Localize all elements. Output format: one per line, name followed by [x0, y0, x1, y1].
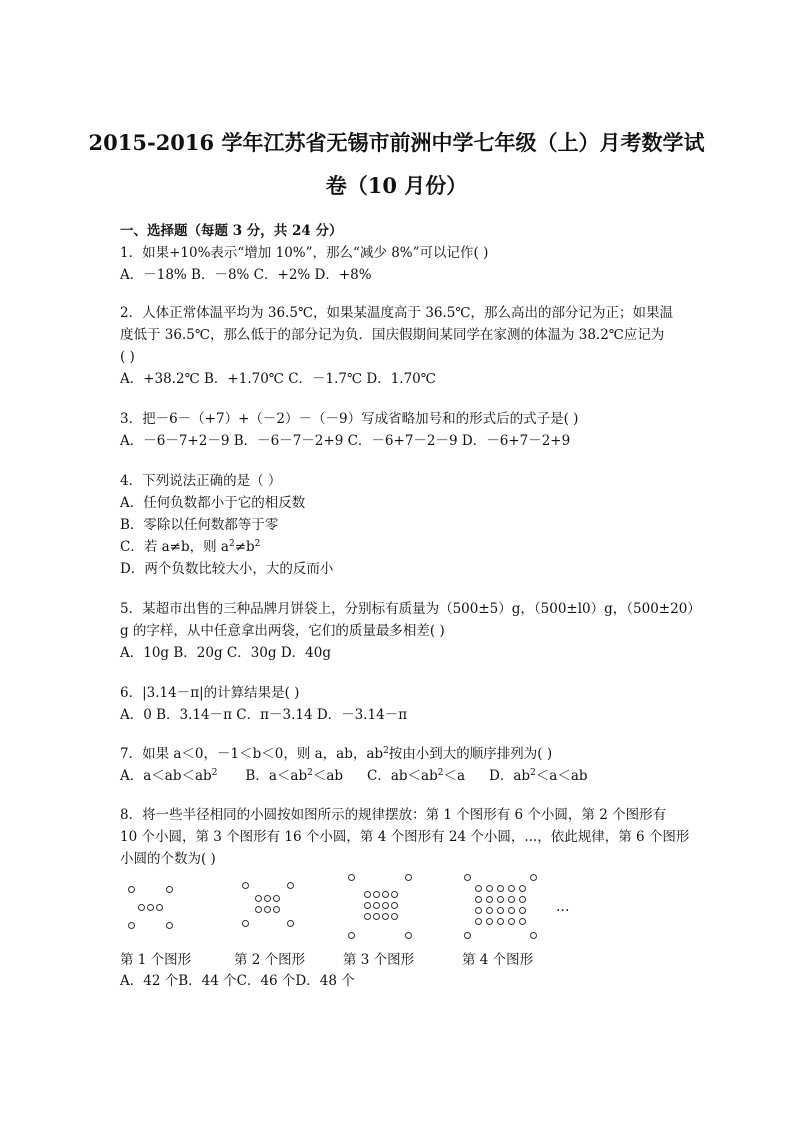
title-line-2: 卷（10 月份） — [325, 173, 468, 198]
figure-2-label: 第 2 个图形 — [234, 952, 306, 968]
small-circle — [486, 907, 493, 914]
small-circle — [373, 902, 380, 909]
small-circle — [508, 896, 515, 903]
small-circle — [475, 918, 482, 925]
small-circle — [464, 874, 471, 881]
small-circle — [348, 932, 355, 939]
small-circle — [508, 885, 515, 892]
figure-3-label: 第 3 个图形 — [343, 952, 415, 968]
small-circle — [405, 874, 412, 881]
small-circle — [475, 907, 482, 914]
q3-options: A．－6－7+2－9 B．－6－7－2+9 C．－6+7－2－9 D．－6+7－2+9 — [120, 433, 571, 449]
title-line-1: 2015-2016 学年江苏省无锡市前洲中学七年级（上）月考数学试 — [88, 130, 705, 155]
small-circle — [156, 904, 163, 911]
q1-stem: 1．如果+10%表示“增加 10%”，那么“减少 8%”可以记作( ) — [120, 245, 489, 261]
q4-option-a: A．任何负数都小于它的相反数 — [120, 495, 306, 511]
small-circle — [486, 896, 493, 903]
figure-ellipsis: … — [556, 899, 570, 915]
q1-options: A．－18% B．－8% C．+2% D．+8% — [120, 267, 372, 283]
q2-stem-1: 2．人体正常体温平均为 36.5℃，如果某温度高于 36.5℃，那么高出的部分记为正；如果温 — [120, 305, 673, 321]
q7-stem: 7．如果 a＜0，－1＜b＜0，则 a，ab，$ab^2$按由小到大的顺序排列为( ) — [120, 746, 553, 762]
small-circle — [264, 895, 271, 902]
q7-options: A．$a<ab<ab^2$ B．$a<ab^2<ab$ C．$ab<ab^2<a$ D．$ab^2<a<ab$ — [120, 768, 588, 784]
small-circle — [464, 932, 471, 939]
small-circle — [497, 907, 504, 914]
figure-1-label: 第 1 个图形 — [120, 952, 192, 968]
figure-1 — [128, 886, 178, 934]
q2-stem-3: ( ) — [120, 349, 135, 365]
q4-option-c: C．若 a≠b，则 $a^2\ne b^2$ — [120, 539, 261, 555]
q2-stem-2: 度低于 36.5℃，那么低于的部分记为负．国庆假期间某同学在家测的体温为 38.2℃应记为 — [120, 327, 665, 343]
small-circle — [138, 904, 145, 911]
q4-option-b: B．零除以任何数都等于零 — [120, 517, 279, 533]
small-circle — [519, 896, 526, 903]
small-circle — [391, 913, 398, 920]
small-circle — [382, 891, 389, 898]
section-heading: 一、选择题（每题 3 分，共 24 分） — [120, 223, 343, 239]
q6-options: A．0 B．3.14－π C．π－3.14 D．－3.14－π — [120, 707, 408, 723]
small-circle — [364, 902, 371, 909]
small-circle — [508, 907, 515, 914]
small-circle — [128, 922, 135, 929]
small-circle — [508, 918, 515, 925]
small-circle — [287, 920, 294, 927]
figure-4 — [464, 874, 544, 944]
q5-options: A．10g B．20g C．30g D．40g — [120, 645, 331, 661]
small-circle — [166, 886, 173, 893]
small-circle — [166, 922, 173, 929]
small-circle — [373, 891, 380, 898]
small-circle — [497, 896, 504, 903]
small-circle — [364, 913, 371, 920]
small-circle — [128, 886, 135, 893]
q2-options: A．+38.2℃ B．+1.70℃ C．－1.7℃ D．1.70℃ — [120, 371, 436, 387]
small-circle — [287, 882, 294, 889]
small-circle — [519, 885, 526, 892]
figure-4-label: 第 4 个图形 — [462, 952, 534, 968]
q8-stem-3: 小圆的个数为( ) — [120, 851, 216, 867]
q8-options: A．42 个B．44 个C．46 个D．48 个 — [120, 973, 355, 989]
small-circle — [475, 885, 482, 892]
small-circle — [264, 906, 271, 913]
small-circle — [497, 885, 504, 892]
small-circle — [497, 918, 504, 925]
small-circle — [486, 885, 493, 892]
small-circle — [530, 874, 537, 881]
small-circle — [475, 896, 482, 903]
q8-stem-1: 8．将一些半径相同的小圆按如图所示的规律摆放：第 1 个图形有 6 个小圆，第 2 个图形有 — [120, 807, 667, 823]
q5-stem-1: 5．某超市出售的三种品牌月饼袋上，分别标有质量为（500±5）g，（500±l0）g，（500±20） — [120, 601, 701, 617]
small-circle — [242, 920, 249, 927]
small-circle — [255, 895, 262, 902]
small-circle — [242, 882, 249, 889]
q4-option-d: D．两个负数比较大小，大的反而小 — [120, 561, 334, 577]
small-circle — [255, 906, 262, 913]
small-circle — [273, 895, 280, 902]
small-circle — [530, 932, 537, 939]
q6-stem: 6．|3.14－π|的计算结果是( ) — [120, 685, 300, 701]
q8-stem-2: 10 个小圆，第 3 个图形有 16 个小圆，第 4 个图形有 24 个小圆，...，依此规律，第 6 个图形 — [120, 829, 690, 845]
q3-stem: 3．把－6－（+7）+（－2）－（－9）写成省略加号和的形式后的式子是( ) — [120, 411, 579, 427]
small-circle — [391, 902, 398, 909]
small-circle — [519, 918, 526, 925]
small-circle — [147, 904, 154, 911]
small-circle — [273, 906, 280, 913]
small-circle — [382, 913, 389, 920]
small-circle — [486, 918, 493, 925]
small-circle — [373, 913, 380, 920]
small-circle — [391, 891, 398, 898]
q5-stem-2: g 的字样，从中任意拿出两袋，它们的质量最多相差( ) — [120, 623, 445, 639]
small-circle — [519, 907, 526, 914]
small-circle — [382, 902, 389, 909]
small-circle — [364, 891, 371, 898]
small-circle — [405, 932, 412, 939]
small-circle — [348, 874, 355, 881]
figure-3 — [348, 874, 418, 944]
q4-stem: 4．下列说法正确的是（ ） — [120, 473, 282, 489]
figure-2 — [242, 882, 298, 938]
